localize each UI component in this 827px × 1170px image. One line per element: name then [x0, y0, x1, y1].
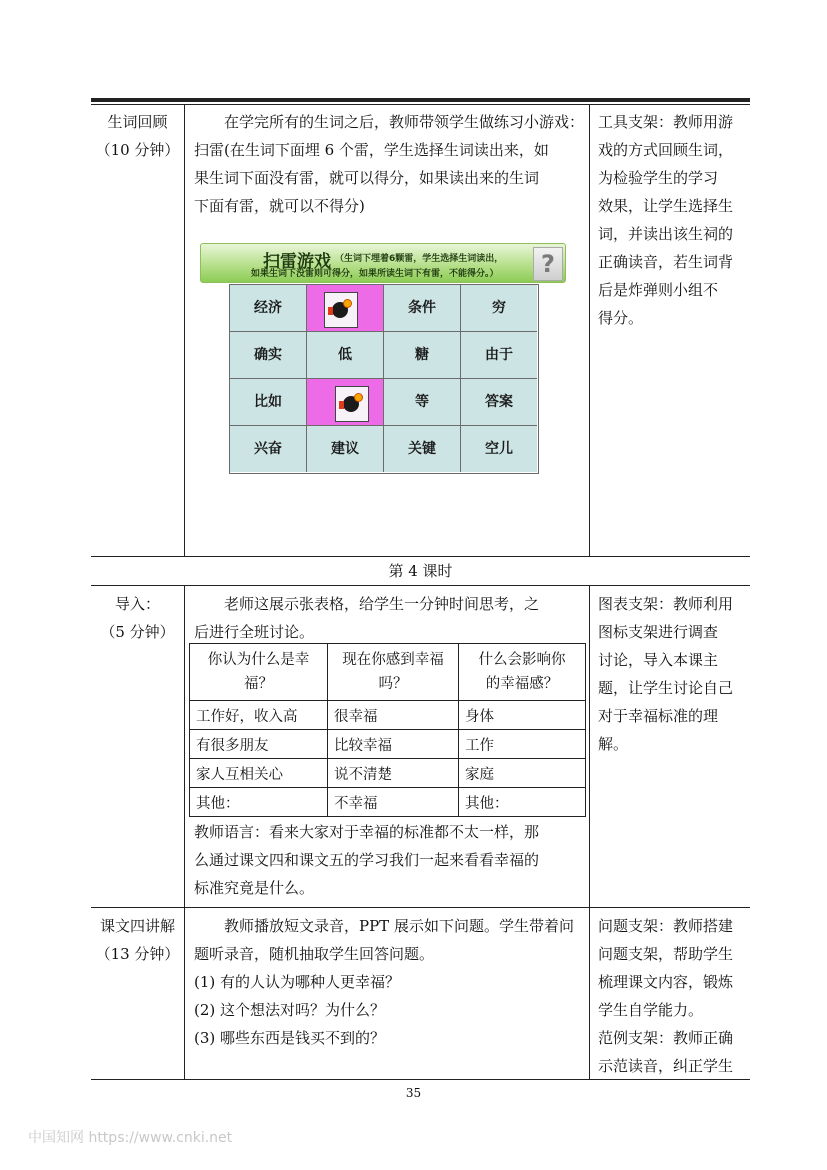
scaffold-line: 图表支架：教师利用: [598, 595, 734, 613]
scaffold-line: 得分。: [598, 309, 644, 327]
survey-cell: 工作: [459, 730, 586, 759]
section-time: （5 分钟）: [100, 623, 175, 641]
top-rule-thick: [91, 98, 750, 102]
column-divider: [589, 105, 590, 557]
section-label-text: 生词回顾: [107, 113, 168, 131]
survey-cell: 说不清楚: [328, 759, 459, 788]
content-line: 果生词下面没有雷，就可以得分，如果读出来的生词: [194, 169, 540, 187]
scaffold-line: 词，并读出该生祠的: [598, 225, 734, 243]
survey-cell: 不幸福: [328, 788, 459, 817]
question-mark-icon[interactable]: ?: [533, 247, 563, 281]
word-cell[interactable]: 条件: [384, 285, 461, 332]
scaffold-line: 戏的方式回顾生词，: [598, 141, 734, 159]
scaffold-line: 对于幸福标准的理: [598, 707, 719, 725]
survey-cell: 家庭: [459, 759, 586, 788]
survey-cell: 比较幸福: [328, 730, 459, 759]
column-divider: [589, 586, 590, 1080]
header-line: 的幸福感？: [485, 676, 559, 692]
word-cell[interactable]: 糖: [384, 332, 461, 379]
survey-cell: 有很多朋友: [190, 730, 328, 759]
section-time: （13 分钟）: [95, 945, 180, 963]
survey-header: [328, 644, 459, 701]
row-divider: [91, 907, 750, 908]
section-label-text: 导入：: [114, 595, 160, 613]
section-label: [91, 590, 184, 646]
scaffold-line: 解。: [598, 735, 629, 753]
scaffold-line: 工具支架：教师用游: [598, 113, 734, 131]
watermark: 中国知网 https://www.cnki.net: [28, 1130, 233, 1146]
scaffold-line: 问题支架：教师搭建: [598, 917, 734, 935]
section-label: [91, 108, 184, 164]
top-rule-thin: [91, 104, 750, 105]
survey-cell: 家人互相关心: [190, 759, 328, 788]
word-cell[interactable]: 低: [307, 332, 384, 379]
column-divider: [184, 105, 185, 557]
scaffold-line: 范例支架：教师正确: [598, 1029, 734, 1047]
scaffold-line: 正确读音，若生词背: [598, 253, 734, 271]
mine-cell[interactable]: [307, 285, 384, 332]
header-line: 福？: [244, 676, 273, 692]
header-line: 吗？: [378, 676, 408, 692]
section-content: [194, 590, 586, 646]
word-cell[interactable]: 比如: [230, 379, 307, 426]
survey-header: [459, 644, 586, 701]
bomb-icon: [335, 386, 369, 422]
word-cell[interactable]: 兴奋: [230, 426, 307, 472]
survey-cell: 工作好，收入高: [190, 701, 328, 730]
content-line: 教师语言：看来大家对于幸福的标准都不太一样，那: [194, 823, 540, 841]
column-divider: [184, 586, 185, 1080]
content-line: 题听录音，随机抽取学生回答问题。: [194, 945, 435, 963]
content-line: 老师这展示张表格，给学生一分钟时间思考，之: [224, 595, 540, 613]
content-line: 扫雷(在生词下面埋 6 个雷，学生选择生词读出来，如: [194, 141, 549, 159]
section-content: [194, 912, 586, 1052]
section-content: [194, 108, 586, 220]
content-line: 后进行全班讨论。: [194, 623, 315, 641]
teacher-remark: [194, 818, 586, 902]
survey-cell: 其他：: [459, 788, 586, 817]
content-line: 么通过课文四和课文五的学习我们一起来看看幸福的: [194, 851, 540, 869]
scaffold-line: 题，让学生讨论自己: [598, 679, 734, 697]
content-line: 标准究竟是什么。: [194, 879, 315, 897]
section-label-text: 课文四讲解: [99, 917, 175, 935]
lesson-heading: 第 4 课时: [388, 562, 453, 580]
question-item: (2) 这个想法对吗？为什么？: [194, 1001, 386, 1019]
scaffold-note: [598, 590, 750, 758]
scaffold-line: 图标支架进行调查: [598, 623, 719, 641]
scaffold-note: [598, 108, 750, 332]
header-line: 什么会影响你: [478, 652, 566, 668]
game-banner: [200, 243, 566, 283]
scaffold-line: 学生自学能力。: [598, 1001, 704, 1019]
question-item: (3) 哪些东西是钱买不到的？: [194, 1029, 386, 1047]
scaffold-line: 问题支架，帮助学生: [598, 945, 734, 963]
header-line: 你认为什么是幸: [207, 652, 310, 668]
content-line: 下面有雷，就可以不得分): [194, 197, 365, 215]
word-cell[interactable]: 经济: [230, 285, 307, 332]
content-line: 教师播放短文录音，PPT 展示如下问题。学生带着问: [224, 917, 574, 935]
survey-header: [190, 644, 328, 701]
word-cell[interactable]: 答案: [461, 379, 537, 426]
row-divider: [91, 585, 750, 586]
word-cell[interactable]: 等: [384, 379, 461, 426]
word-cell[interactable]: 关键: [384, 426, 461, 472]
game-title: 扫雷游戏: [263, 252, 331, 272]
scaffold-line: 效果，让学生选择生: [598, 197, 734, 215]
section-time: （10 分钟）: [95, 141, 180, 159]
mine-cell[interactable]: [307, 379, 384, 426]
survey-cell: 其他：: [190, 788, 328, 817]
survey-table: [189, 643, 586, 817]
word-cell[interactable]: 空儿: [461, 426, 537, 472]
game-subtitle: （生词下埋着6颗雷，学生选择生词读出，: [335, 254, 504, 264]
scaffold-line: 梳理课文内容，锻炼: [598, 973, 734, 991]
header-line: 现在你感到幸福: [342, 652, 444, 668]
scaffold-note: [598, 912, 750, 1080]
survey-cell: 身体: [459, 701, 586, 730]
scaffold-line: 讨论，导入本课主: [598, 651, 719, 669]
content-line: 在学完所有的生词之后，教师带领学生做练习小游戏：: [224, 113, 585, 131]
minesweeper-grid: [229, 284, 539, 474]
scaffold-line: 后是炸弹则小组不: [598, 281, 719, 299]
word-cell[interactable]: 建议: [307, 426, 384, 472]
word-cell[interactable]: 穷: [461, 285, 537, 332]
survey-cell: 很幸福: [328, 701, 459, 730]
game-subtitle: 如果生词下没雷则可得分，如果所读生词下有雷，不能得分。）: [251, 269, 499, 279]
page-number: 35: [405, 1086, 422, 1100]
bomb-icon: [324, 292, 358, 328]
word-cell[interactable]: 确实: [230, 332, 307, 379]
scaffold-line: 为检验学生的学习: [598, 169, 719, 187]
word-cell[interactable]: 由于: [461, 332, 537, 379]
section-label: [91, 912, 184, 968]
scaffold-line: 示范读音，纠正学生: [598, 1057, 734, 1075]
question-item: (1) 有的人认为哪种人更幸福？: [194, 973, 401, 991]
